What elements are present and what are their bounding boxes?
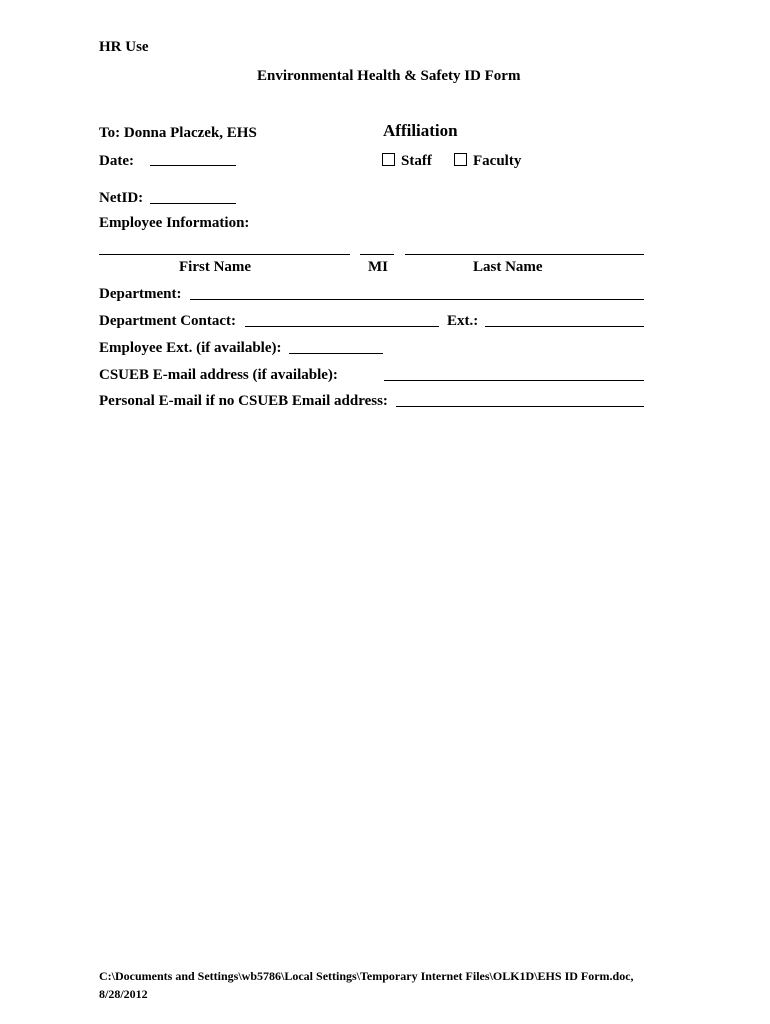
staff-label: Staff xyxy=(401,153,432,169)
to-recipient: To: Donna Placzek, EHS xyxy=(99,125,257,141)
faculty-label: Faculty xyxy=(473,153,522,169)
first-name-field[interactable] xyxy=(99,254,350,255)
footer-date: 8/28/2012 xyxy=(99,987,148,1001)
faculty-checkbox[interactable] xyxy=(454,153,467,166)
staff-checkbox[interactable] xyxy=(382,153,395,166)
footer-path: C:\Documents and Settings\wb5786\Local Settings\Temporary Internet Files\OLK1D\EHS ID Form.doc, xyxy=(99,969,634,983)
csueb-email-label: CSUEB E-mail address (if available): xyxy=(99,367,338,383)
affiliation-heading: Affiliation xyxy=(383,121,458,140)
date-field[interactable] xyxy=(150,165,236,166)
date-label: Date: xyxy=(99,153,134,169)
netid-label: NetID: xyxy=(99,190,144,206)
ext-field[interactable] xyxy=(485,326,644,327)
form-title: Environmental Health & Safety ID Form xyxy=(257,68,521,84)
dept-contact-field[interactable] xyxy=(245,326,439,327)
dept-contact-label: Department Contact: xyxy=(99,313,237,329)
personal-email-field[interactable] xyxy=(396,406,644,407)
hr-use-label: HR Use xyxy=(99,39,149,55)
mi-label: MI xyxy=(368,259,388,275)
employee-ext-label: Employee Ext. (if available): xyxy=(99,340,282,356)
ext-label: Ext.: xyxy=(447,313,479,329)
department-field[interactable] xyxy=(190,299,644,300)
department-label: Department: xyxy=(99,286,182,302)
netid-field[interactable] xyxy=(150,203,236,204)
employee-info-label: Employee Information: xyxy=(99,215,250,231)
mi-field[interactable] xyxy=(360,254,394,255)
last-name-label: Last Name xyxy=(473,259,543,275)
last-name-field[interactable] xyxy=(405,254,644,255)
employee-ext-field[interactable] xyxy=(289,353,383,354)
personal-email-label: Personal E-mail if no CSUEB Email address: xyxy=(99,393,388,409)
csueb-email-field[interactable] xyxy=(384,380,644,381)
first-name-label: First Name xyxy=(179,259,252,275)
